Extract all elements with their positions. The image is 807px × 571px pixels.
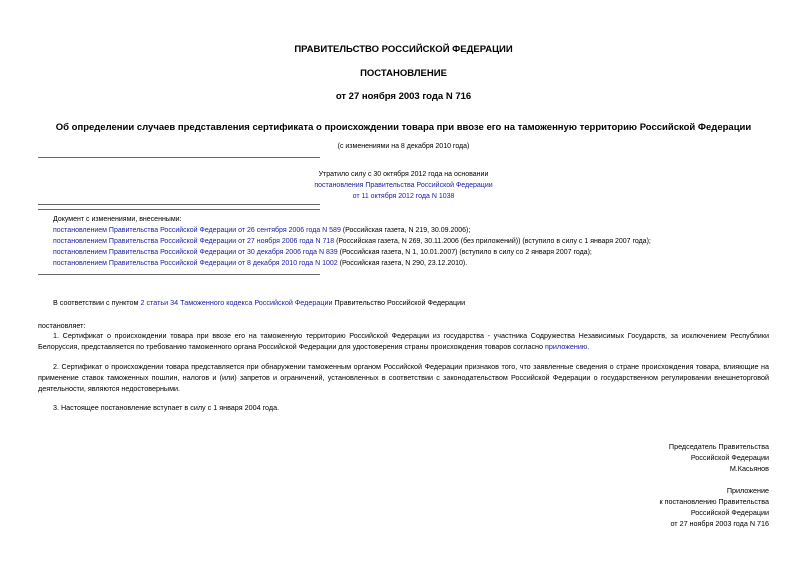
expired-link-date[interactable]: от 11 октября 2012 года N 1038	[352, 193, 455, 200]
appendix-organization: Российской Федерации	[690, 508, 769, 517]
changes-item: постановлением Правительства Российской Федерации от 30 декабря 2006 года N 839 (Российская газета, N 1, 10.01.2007) (вступило в силу со 2 января 2007 года);	[53, 249, 592, 256]
changes-item-link[interactable]: постановлением Правительства Российской Федерации от 26 сентября 2006 года N 589	[53, 227, 341, 234]
appendix-label: Приложение	[726, 486, 769, 495]
changes-item: постановлением Правительства Российской Федерации от 26 сентября 2006 года N 589 (Российская газета, N 219, 30.09.2006);	[53, 227, 471, 234]
expired-link-decree[interactable]: постановления Правительства Российской Федерации	[314, 182, 493, 189]
expired-line: Утратило силу с 30 октября 2012 года на основании	[318, 171, 489, 178]
appendix-date: от 27 ноября 2003 года N 716	[670, 519, 769, 528]
divider	[38, 204, 320, 205]
doc-type-heading: ПОСТАНОВЛЕНИЕ	[360, 68, 447, 79]
divider	[38, 157, 320, 158]
amendments-note: (с изменениями на 8 декабря 2010 года)	[337, 143, 470, 150]
signature-position: Председатель Правительства	[668, 442, 769, 451]
item-1-paragraph: 1. Сертификат о происхождении товара при ввозе его на таможенную территорию Российской Федерации из государства - участника Содружества Независимых Государств, за исключением Республики Белоруссия, представляется по требованию таможенного органа Российской Федерации для удостоверения страны происхождения товаров согласно приложению.	[38, 331, 769, 351]
item-3-paragraph: 3. Настоящее постановление вступает в силу с 1 января 2004 года.	[53, 403, 280, 412]
document-title: Об определении случаев представления сертификата о происхождении товара при ввозе его на таможенную территорию Российской Федерации	[55, 122, 752, 133]
changes-item: постановлением Правительства Российской Федерации от 8 декабря 2010 года N 1002 (Российская газета, N 290, 23.12.2010).	[53, 260, 468, 267]
divider	[38, 274, 320, 275]
item-2-paragraph: 2. Сертификат о происхождении товара представляется при обнаружении таможенным органом Российской Федерации признаков того, что заявленные сведения о стране происхождения товара, влияющие на применение ставок таможенных пошлин, налогов и (или) запретов и ограничений, установленных в соответствии с законодательством Российской Федерации о государственном регулировании внешнеторговой деятельности, являются недостоверными.	[38, 362, 769, 393]
appendix-ref: к постановлению Правительства	[659, 497, 769, 506]
signature-name: М.Касьянов	[729, 464, 769, 473]
date-number-heading: от 27 ноября 2003 года N 716	[335, 91, 472, 102]
changes-block	[53, 214, 773, 269]
changes-item-link[interactable]: постановлением Правительства Российской Федерации от 30 декабря 2006 года N 839	[53, 249, 338, 256]
expired-notice	[0, 169, 807, 202]
signature-block	[469, 441, 769, 474]
changes-intro: Документ с изменениями, внесенными:	[53, 216, 182, 223]
government-heading: ПРАВИТЕЛЬСТВО РОССИЙСКОЙ ФЕДЕРАЦИИ	[294, 44, 513, 55]
divider	[38, 209, 320, 210]
changes-item: постановлением Правительства Российской Федерации от 27 ноября 2006 года N 718 (Российская газета, N 269, 30.11.2006 (без приложений)) (вступило в силу с 1 января 2007 года);	[53, 238, 651, 245]
changes-item-link[interactable]: постановлением Правительства Российской Федерации от 27 ноября 2006 года N 718	[53, 238, 335, 245]
decrees-label: постановляет:	[38, 321, 86, 330]
signature-organization: Российской Федерации	[690, 453, 769, 462]
appendix-block	[469, 485, 769, 529]
customs-code-link[interactable]: 2 статьи 34 Таможенного кодекса Российской Федерации	[140, 298, 333, 307]
changes-item-link[interactable]: постановлением Правительства Российской Федерации от 8 декабря 2010 года N 1002	[53, 260, 338, 267]
appendix-link[interactable]: приложению	[545, 342, 588, 351]
preamble-paragraph: В соответствии с пунктом 2 статьи 34 Таможенного кодекса Российской Федерации Правительство Российской Федерации	[53, 298, 466, 307]
